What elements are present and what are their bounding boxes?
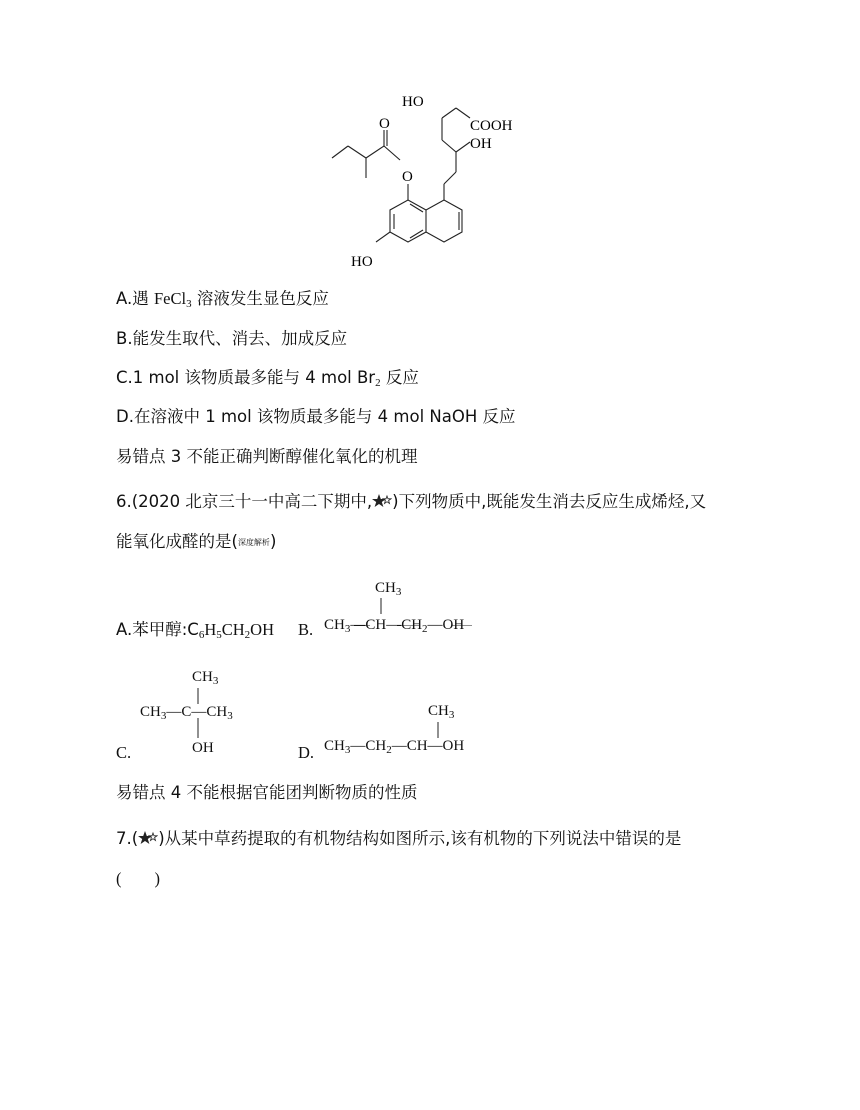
- d-ch3-top: $CH_3$: [428, 703, 455, 721]
- q5-option-c: C.1 mol 该物质最多能与 4 mol $Br_2$ 反应: [116, 368, 419, 389]
- difficulty-star-icon: [372, 493, 392, 509]
- label-o-ester: O: [402, 169, 413, 185]
- d-main-chain: $CH_3—CH_2—CH—OH$: [324, 738, 465, 756]
- label-ho-bottom: HO: [351, 254, 373, 270]
- q6-stem-line2: 能氧化成醛的是(深度解析): [116, 532, 277, 551]
- pitfall-4-heading: 易错点 4 不能根据官能团判断物质的性质: [116, 783, 418, 802]
- q5-option-d: D.在溶液中 1 mol 该物质最多能与 4 mol NaOH 反应: [116, 407, 516, 426]
- q6-option-d-label: D.: [298, 743, 315, 762]
- q6-option-c-label: C.: [116, 743, 132, 762]
- deep-analysis-tag[interactable]: 深度解析: [237, 538, 270, 547]
- c-ch3-top: $CH_3$: [192, 669, 219, 687]
- c-main-chain: $CH_3—C—CH_3$: [140, 704, 233, 722]
- label-cooh: COOH: [470, 118, 513, 134]
- q7-stem: 7.( )从某中草药提取的有机物结构如图所示,该有机物的下列说法中错误的是: [116, 829, 682, 848]
- pitfall-3-heading: 易错点 3 不能正确判断醇催化氧化的机理: [116, 447, 418, 466]
- q5-option-a: A.遇 FeCl$_3$ 溶液发生显色反应: [116, 289, 329, 310]
- molecule-structure: [320, 88, 540, 273]
- difficulty-star-icon: [138, 830, 158, 846]
- label-o-carbonyl: O: [379, 116, 390, 132]
- answer-blank[interactable]: ( ): [116, 869, 160, 888]
- b-ch3-top: $CH_3$: [375, 580, 402, 598]
- c-oh: OH: [192, 740, 214, 756]
- q6-option-b-label: B.: [298, 620, 314, 639]
- q6-stem-line1: 6.(2020 北京三十一中高二下期中, )下列物质中,既能发生消去反应生成烯烃,又: [116, 492, 707, 511]
- b-main-chain: $CH_3—CH—CH_2—OH$: [324, 617, 465, 635]
- q5-option-b: B.能发生取代、消去、加成反应: [116, 329, 348, 348]
- label-ho-top: HO: [402, 94, 424, 110]
- q6-option-a: A.苯甲醇$:C_6H_5CH_2OH$: [116, 620, 275, 641]
- label-oh: OH: [470, 136, 492, 152]
